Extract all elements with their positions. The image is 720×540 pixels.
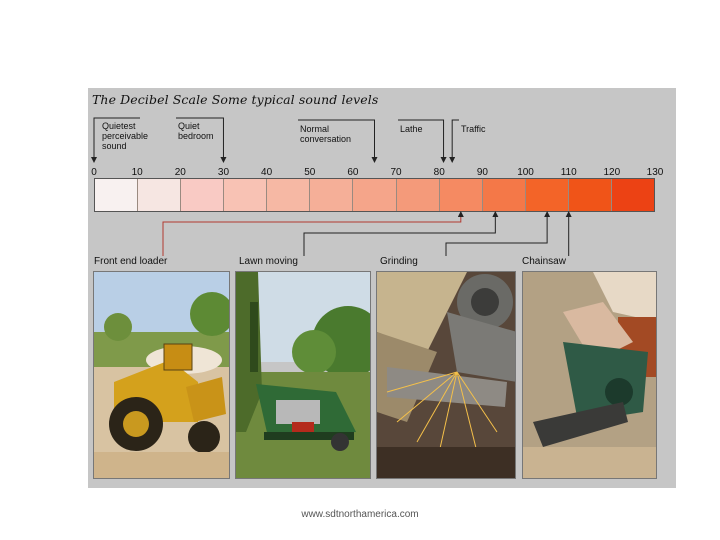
photo-leader-arrows (163, 214, 569, 256)
scale-tick-90: 90 (476, 167, 488, 178)
footer-url: www.sdtnorthamerica.com (301, 509, 419, 520)
annotation-quiet-bedroom: Quiet bedroom (178, 121, 214, 141)
photo-label-lawn-moving: Lawn moving (239, 256, 298, 267)
arrow-grinding (446, 214, 547, 256)
scale-segment-70-80 (397, 179, 440, 211)
scale-tick-0: 0 (91, 167, 97, 178)
scale-segment-50-60 (310, 179, 353, 211)
annotation-normal-conversation: Normal conversation (300, 124, 352, 144)
chainsaw-photo (522, 271, 657, 479)
front-end-loader-photo (93, 271, 230, 479)
scale-segment-20-30 (181, 179, 224, 211)
figure-title: The Decibel Scale Some typical sound levels (92, 92, 379, 107)
scale-tick-110: 110 (560, 167, 577, 178)
decibel-scale-bar (94, 178, 655, 212)
photo-label-front-end-loader: Front end loader (94, 256, 168, 267)
scale-tick-80: 80 (433, 167, 445, 178)
photo-label-chainsaw: Chainsaw (522, 256, 566, 267)
photo-label-grinding: Grinding (380, 256, 418, 267)
lawn-moving-photo (235, 271, 371, 479)
grinding-photo (376, 271, 516, 479)
scale-segment-110-120 (569, 179, 612, 211)
scale-tick-120: 120 (603, 167, 621, 178)
arrow-lawn-moving (304, 214, 495, 256)
scale-segment-10-20 (138, 179, 181, 211)
scale-tick-100: 100 (517, 167, 534, 178)
scale-tick-50: 50 (304, 167, 316, 178)
scale-segment-80-90 (440, 179, 483, 211)
arrow-front-end-loader (163, 214, 461, 256)
scale-segment-40-50 (267, 179, 310, 211)
annotation-quietest: Quietest perceivable sound (102, 121, 149, 151)
annotation-traffic: Traffic (461, 124, 486, 134)
scale-tick-60: 60 (347, 167, 359, 178)
scale-segment-120-130 (612, 179, 654, 211)
scale-segment-60-70 (353, 179, 396, 211)
scale-tick-10: 10 (131, 167, 143, 178)
scale-segment-100-110 (526, 179, 569, 211)
arrow-traffic (452, 120, 459, 160)
scale-tick-130: 130 (646, 167, 664, 178)
annotation-lathe: Lathe (400, 124, 423, 134)
scale-tick-30: 30 (217, 167, 230, 178)
scale-tick-40: 40 (261, 167, 273, 178)
scale-segment-0-10 (95, 179, 138, 211)
decibel-scale-figure (88, 88, 676, 488)
scale-segment-30-40 (224, 179, 267, 211)
scale-tick-70: 70 (390, 167, 402, 178)
scale-segment-90-100 (483, 179, 526, 211)
scale-tick-20: 20 (174, 167, 186, 178)
